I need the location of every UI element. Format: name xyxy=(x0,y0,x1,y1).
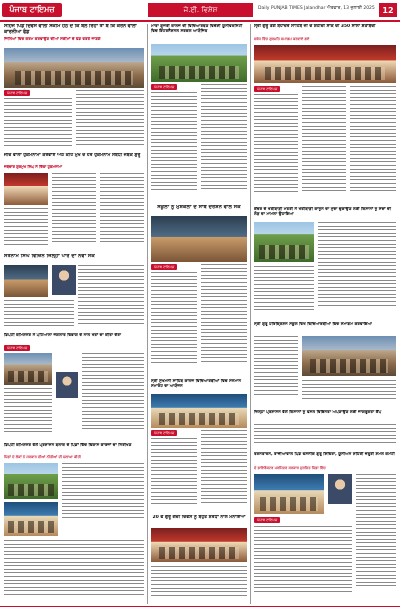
section-title: ਜੇ.ਈ. ਵਿਸ਼ੇਸ਼ xyxy=(148,3,253,17)
portrait-photo xyxy=(52,265,76,295)
body-text xyxy=(76,90,144,150)
body-text xyxy=(151,272,197,376)
body-text xyxy=(254,424,396,450)
photo-s4 xyxy=(4,173,48,205)
photo-s2 xyxy=(151,44,247,82)
body-text xyxy=(151,438,197,512)
body-text xyxy=(4,98,72,150)
subhead-s4: ਜਥੇਦਾਰ ਗੁਰਮੁਖ ਸਿੰਘ ਨੇ ਦਿੱਤਾ ਹੁਕਮਨਾਮਾ xyxy=(4,165,63,169)
body-text xyxy=(78,265,144,331)
headline-s3: ਸ੍ਰੀ ਗੁਰੂ ਤੇਗ ਬਹਾਦਰ ਸਾਹਿਬ ਜੀ ਦੇ ਸ਼ਹੀਦੀ ਸਾਕੇ ਦੀ 350 ਸਾਲਾ ਸ਼ਤਾਬਦੀ xyxy=(254,24,376,29)
badge-s3: ਪੰਜਾਬ ਟਾਇਮਜ਼ xyxy=(254,86,280,92)
headline-s10: ਡਿਪਟੀ ਕਮਿਸ਼ਨਰ ਵੱਲੋਂ ਪ੍ਰਸ਼ਾਸਨ ਬਲਾਕ ਦੇ ਪਿੰਡਾਂ ਵਿੱਚ ਵਿਕਾਸ ਕਾਰਜਾਂ ਦਾ ਨਿਰੀਖਣ xyxy=(4,443,132,447)
body-text xyxy=(4,208,48,250)
badge-s1: ਪੰਜਾਬ ਟਾਇਮਜ਼ xyxy=(4,90,30,96)
column-divider xyxy=(250,24,251,604)
headline-s12: ਜ਼ਿਲ੍ਹਾ ਪ੍ਰਸ਼ਾਸਨ ਵੱਲੋਂ ਕਿਸਾਨਾਂ ਨੂੰ ਫਸਲ ਵਿਭਿੰਨਤਾ ਅਪਣਾਉਣ ਲਈ ਜਾਗਰੂਕਤਾ ਕੈਂਪ xyxy=(254,410,382,414)
body-text xyxy=(254,266,314,318)
footer-rule xyxy=(0,606,400,607)
dateline: Daily PUNJAB TIMES Jalandhar ਐਤਵਾਰ, 13 ਜੁਲਾਈ 2025 xyxy=(258,6,375,11)
body-text xyxy=(318,222,396,318)
header-rule xyxy=(0,20,400,22)
body-text xyxy=(254,526,352,602)
headline-s14: 20 ਵੇਂ ਗੁਰੂ ਗੱਦੀ ਦਿਵਸ ਨੂੰ ਬਹੁਤ ਸ਼ਰਧਾ ਨਾਲ ਮਨਾਇਆ xyxy=(152,515,246,520)
column-divider xyxy=(147,24,148,604)
headline-s8: ਸ੍ਰੀ ਗੁਰੂ ਹਰਿਕ੍ਰਿਸ਼ਨ ਸਕੂਲ ਵਿਖੇ ਵਿਦਿਆਰਥੀਆਂ ਵਿਚ ਸਮਾਗਮ ਕਰਵਾਇਆ xyxy=(254,322,373,326)
photo-s8 xyxy=(302,336,396,376)
photo-s10b xyxy=(4,502,58,536)
body-text xyxy=(254,336,298,406)
headline-s5: ਸਕੂਲਾਂ ਨੂੰ ਮੁਸ਼ਕਲਾਂ ਦੇ ਸਾਥ ਦਰਸ਼ਨ ਵਾਲੇ ਸਕੇ xyxy=(157,205,241,210)
headline-s6: ਸਤਨਾਮ ਸਿੰਘ ਵਿਜ਼ਿਨ ਜਿਲ੍ਹਾ ਪਾਰ ਦਾ ਨਵਾਂ ਸਕੇ xyxy=(4,254,95,259)
headline-s9: ਡਿਪਟੀ ਕਮਿਸ਼ਨਰ ਨੇ ਪਟਿਆਲਾ ਜੰਗਲਾਤ ਵਿਭਾਗ ਦੇ ਨਾਲ ਖੇਤਾਂ ਦਾ ਕੀਤਾ ਦੌਰਾ xyxy=(4,333,122,337)
headline-s11: ਸ੍ਰੀ ਸੁਖਮਨੀ ਸਾਹਿਬ ਕਾਲਜ ਵਿਦਿਆਰਥੀਆਂ ਵਿਚ ਸਨਮਾਨ ਸਮਾਰੋਹ ਦਾ ਆਯੋਜਨ xyxy=(151,379,242,388)
body-text xyxy=(151,92,197,202)
body-text xyxy=(52,173,96,250)
photo-s5 xyxy=(151,216,247,262)
body-text xyxy=(4,540,144,602)
badge-s11: ਪੰਜਾਬ ਟਾਇਮਜ਼ xyxy=(151,430,177,436)
body-text xyxy=(302,86,346,204)
photo-s14 xyxy=(151,528,247,562)
portrait-photo xyxy=(56,372,78,398)
photo-s1 xyxy=(4,48,144,88)
body-text xyxy=(100,173,144,250)
badge-s2: ਪੰਜਾਬ ਟਾਇਮਜ਼ xyxy=(151,84,177,90)
subhead-s10: ਪਿੰਡਾਂ ਦੇ ਲੋਕਾਂ ਨੇ ਸਰਕਾਰ ਦੀਆਂ ਨੀਤੀਆਂ ਦੀ ਸ਼ਲਾਘਾ ਕੀਤੀ xyxy=(4,455,81,459)
masthead-logo: ਪੰਜਾਬ ਟਾਇਮਜ਼ xyxy=(2,3,62,17)
photo-s11 xyxy=(151,394,247,428)
badge-s13: ਪੰਜਾਬ ਟਾਇਮਜ਼ xyxy=(254,517,280,523)
body-text xyxy=(350,86,396,204)
headline-s1: ਸਹਿਜ ਪਿੰਡ ਦਿਵਸ ਵਾਲੀ ਸਕੀਮ ਹੇਠ ਦੇ ਕਿ ਬਲ ਰਿਹਾ ਤਾਂ ਬੇ ਕਿ ਕਰਨ ਵਾਲਾ ਕਾਰਨੀਆ ਫੰਡ xyxy=(4,24,137,35)
badge-s9: ਪੰਜਾਬ ਟਾਇਮਜ਼ xyxy=(4,345,30,351)
photo-s3 xyxy=(254,45,396,83)
body-text xyxy=(302,380,396,406)
headline-s2: ਮਾਤਾ ਗੁਜਰੀ ਕਾਲਜ ਦੀ ਵਿਦਿਆਰਥਣ ਵਿਦੇਸ਼ੀ ਯੂਨੀਵਰਸਿਟੀ ਵਿਚ ਇੰਟਰਨੈਸ਼ਨਲ ਸਰਕਲ ਆਯੋਜਿਤ xyxy=(151,24,243,33)
headline-s13: ਤਰਨਤਾਰਨ, ਰਾਜ਼ੀਆਵਾਲ ਪਿੰਡ ਵਸਨੀਕ ਗੁਰੂ ਸ਼ਿਵਿਰਾ, ਯੂਨੀਅਨ ਸ਼ਹਿਰੀ ਜ਼ਰੂਰੀ ਸ਼ਮਲ ਕਮੇਟੀ xyxy=(254,452,395,456)
body-text xyxy=(254,94,298,204)
photo-s13 xyxy=(254,474,324,514)
photo-s10 xyxy=(4,463,58,499)
body-text xyxy=(4,388,52,440)
photo-s6 xyxy=(4,265,48,297)
body-text xyxy=(82,353,144,441)
body-text xyxy=(62,463,144,525)
photo-s9 xyxy=(4,353,52,385)
subhead-s13: ਦੇ ਡਾਇਰੈਕਟਰ ਪਰਮਿੰਦਰ ਸਰਕਾਰ ਸੁਰਜਿਤ ਪਿੰਡਾ ਵਿੱਚ xyxy=(254,466,326,470)
subhead-s3: ਸਬੰਧ ਵਿੱਚ ਗੁਰਮਤਿ ਸਮਾਗਮ ਕਰਵਾਏ ਗਏ xyxy=(254,37,310,41)
portrait-photo xyxy=(328,474,352,504)
photo-s7 xyxy=(254,222,314,262)
body-text xyxy=(356,474,396,602)
body-text xyxy=(201,264,247,376)
body-text xyxy=(201,84,247,202)
badge-s5: ਪੰਜਾਬ ਟਾਇਮਜ਼ xyxy=(151,264,177,270)
body-text xyxy=(4,300,74,330)
body-text xyxy=(201,430,247,512)
page-number: 12 xyxy=(379,3,397,17)
headline-s7: ਕੇਂਦਰ ਦੇ ਖੇਤੀਬਾੜੀ ਮੰਤਰੀ ਨੇ ਖੇਤੀਬਾੜੀ ਕਾਨੂੰਨ ਦਾ ਮੁੱਦਾ ਚੁਕਾਉਣ ਲਈ ਕਿਸਾਨਾਂ ਨੂੰ ਸੰਦਾਂ ਦੀ ਲੋੜ ਦਾ ਮਾਮਲਾ ਉਠਾਇਆ xyxy=(254,207,392,216)
page-header xyxy=(0,0,400,20)
subhead-s1: ਜਿਲਿਆਂ ਵਿਚ ਕਰਮ ਕਰਵਾਉਣ ਦੀਆਂ ਸਕੀਮਾਂ ਦੇ ਫੰਡ ਵਰਤੇ ਜਾਣਗੇ xyxy=(4,37,101,41)
body-text xyxy=(151,566,247,602)
headline-s4: ਜੀਦ ਵਾਲਾ ਹੁਕਮਨਾਮਾ ਕਰਵਾਏ ਅੱਠੇ ਕਹਿ ਮੁਖ ਦੇ ਹੋਰ ਹੁਕਮਨਾਮ ਸਬੰਧੀ ਜਥਕੇ ਸ਼ੁਰੂ xyxy=(4,153,141,158)
